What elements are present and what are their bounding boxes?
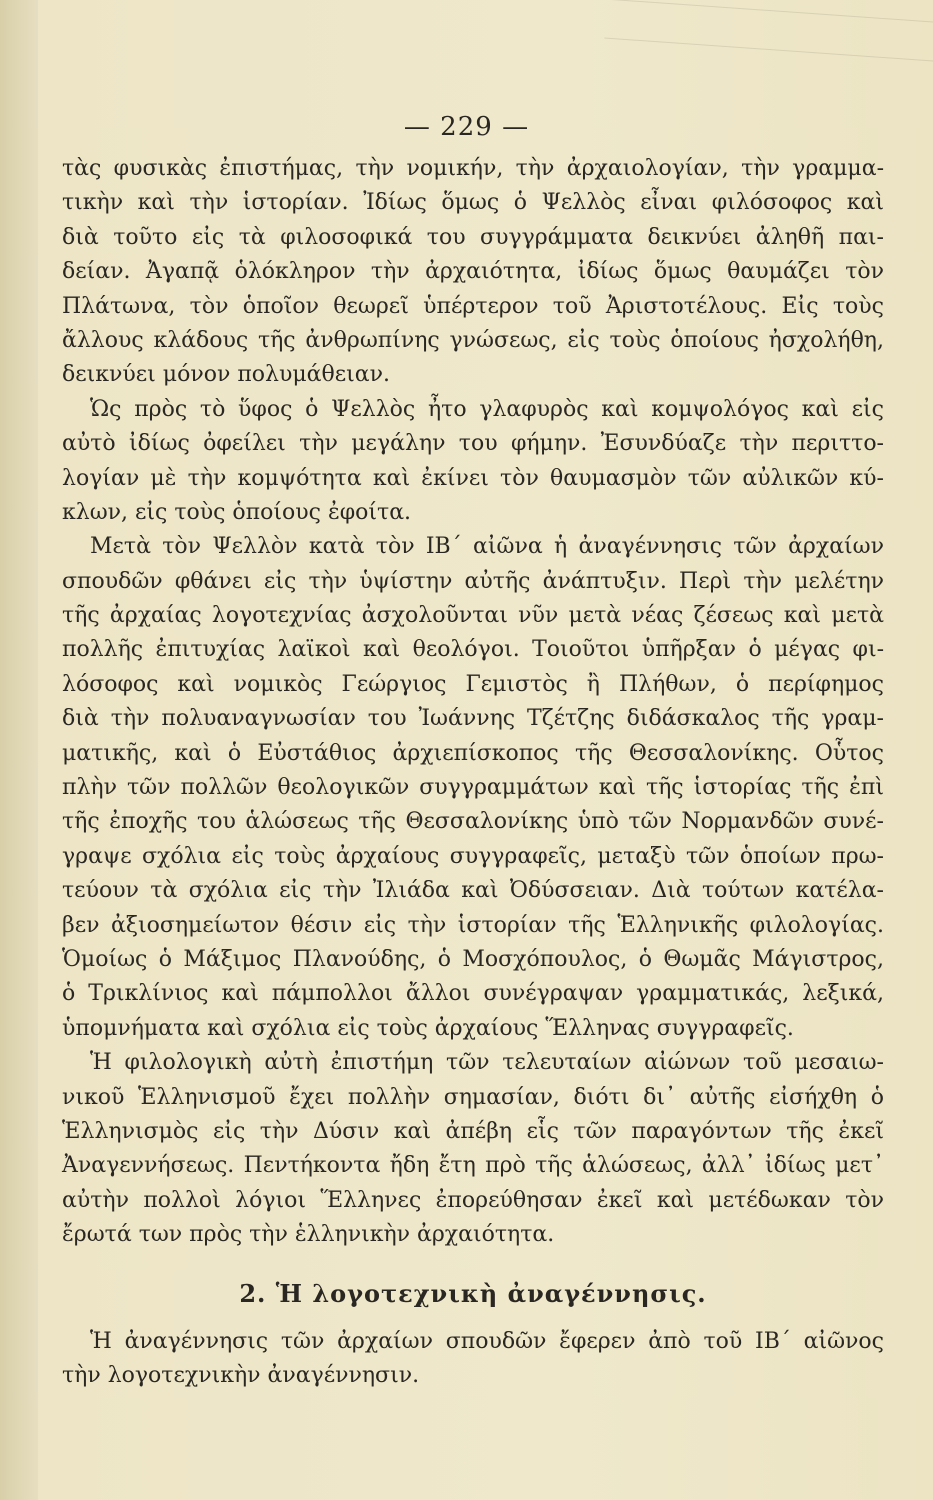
text-line: σπουδῶν φθάνει εἰς τὴν ὑψίστην αὐτῆς ἀνάπτυξιν. Περὶ τὴν μελέτην (62, 568, 884, 594)
text-line: ματικῆς, καὶ ὁ Εὐστάθιος ἀρχιεπίσκοπος τῆς Θεσσαλονίκης. Οὗτος (62, 740, 884, 766)
text-line: κλων, εἰς τοὺς ὁποίους ἐφοίτα. (62, 499, 412, 525)
text-line: διὰ τὴν πολυαναγνωσίαν του Ἰωάννης Τζέτζης διδάσκαλος τῆς γραμ- (62, 706, 884, 732)
text-line: ἔρωτά των πρὸς τὴν ἑλληνικὴν ἀρχαιότητα. (62, 1222, 555, 1248)
section-text-block (62, 1325, 884, 1394)
page-number: — 229 — (403, 112, 530, 142)
text-line: τῆς ἀρχαίας λογοτεχνίας ἀσχολοῦνται νῦν μετὰ νέας ζέσεως καὶ μετὰ (62, 603, 884, 629)
text-line: λόσοφος καὶ νομικὸς Γεώργιος Γεμιστὸς ἢ Πλήθων, ὁ περίφημος (62, 671, 884, 697)
text-line: ὑπομνήματα καὶ σχόλια εἰς τοὺς ἀρχαίους Ἕλληνας συγγραφεῖς. (62, 1015, 794, 1041)
page-binding-edge (0, 0, 38, 1500)
text-line: πλὴν τῶν πολλῶν θεολογικῶν συγγραμμάτων καὶ τῆς ἱστορίας τῆς ἐπὶ (62, 775, 884, 801)
section-heading: 2. Ἡ λογοτεχνικὴ ἀναγέννησις. (239, 1278, 707, 1308)
text-line: Ἡ φιλολογικὴ αὐτὴ ἐπιστήμη τῶν τελευταίων αἰώνων τοῦ μεσαιω- (90, 1050, 884, 1076)
text-line: νικοῦ Ἑλληνισμοῦ ἔχει πολλὴν σημασίαν, διότι δι᾽ αὐτῆς εἰσήχθη ὁ (62, 1084, 884, 1110)
text-line: τὴν λογοτεχνικὴν ἀναγέννησιν. (62, 1362, 420, 1388)
text-line: Ὁμοίως ὁ Μάξιμος Πλανούδης, ὁ Μοσχόπουλος, ὁ Θωμᾶς Μάγιστρος, (62, 946, 884, 972)
text-line: αὐτὴν πολλοὶ λόγιοι Ἕλληνες ἐπορεύθησαν ἐκεῖ καὶ μετέδωκαν τὸν (62, 1187, 884, 1213)
text-line: Ἑλληνισμὸς εἰς τὴν Δύσιν καὶ ἀπέβη εἷς τῶν παραγόντων τῆς ἐκεῖ (62, 1118, 884, 1144)
text-line: Ἡ ἀναγέννησις τῶν ἀρχαίων σπουδῶν ἔφερεν ἀπὸ τοῦ ΙΒ΄ αἰῶνος (90, 1328, 884, 1354)
text-line: βεν ἀξιοσημείωτον θέσιν εἰς τὴν ἱστορίαν τῆς Ἑλληνικῆς φιλολογίας. (62, 912, 884, 938)
body-text-block (62, 152, 884, 1253)
page-body (62, 152, 884, 1393)
bleed-through-handwriting (603, 0, 933, 110)
text-line: ἄλλους κλάδους τῆς ἀνθρωπίνης γνώσεως, εἰς τοὺς ὁποίους ἠσχολήθη, (62, 327, 884, 353)
text-line: τικὴν καὶ τὴν ἱστορίαν. Ἰδίως ὅμως ὁ Ψελλὸς εἶναι φιλόσοφος καὶ (62, 190, 884, 216)
text-line: Μετὰ τὸν Ψελλὸν κατὰ τὸν ΙΒ΄ αἰῶνα ἡ ἀναγέννησις τῶν ἀρχαίων (90, 534, 884, 560)
text-line: δεικνύει μόνον πολυμάθειαν. (62, 362, 390, 388)
text-line: τεύουν τὰ σχόλια εἰς τὴν Ἰλιάδα καὶ Ὀδύσσειαν. Διὰ τούτων κατέλα- (62, 878, 884, 904)
text-line: Ὡς πρὸς τὸ ὕφος ὁ Ψελλὸς ἦτο γλαφυρὸς καὶ κομψολόγος καὶ εἰς (90, 396, 884, 422)
text-line: Ἀναγεννήσεως. Πεντήκοντα ἤδη ἔτη πρὸ τῆς ἁλώσεως, ἀλλ᾽ ἰδίως μετ᾽ (62, 1153, 884, 1179)
text-line: γραψε σχόλια εἰς τοὺς ἀρχαίους συγγραφεῖς, μεταξὺ τῶν ὁποίων πρω- (62, 843, 884, 869)
text-line: τῆς ἐποχῆς του ἁλώσεως τῆς Θεσσαλονίκης ὑπὸ τῶν Νορμανδῶν συνέ- (62, 809, 884, 835)
text-line: αὐτὸ ἰδίως ὀφείλει τὴν μεγάλην του φήμην. Ἐσυνδύαζε τὴν περιττο- (62, 431, 884, 457)
text-line: ὁ Τρικλίνιος καὶ πάμπολλοι ἄλλοι συνέγραψαν γραμματικάς, λεξικά, (62, 981, 884, 1007)
text-line: λογίαν μὲ τὴν κομψότητα καὶ ἐκίνει τὸν θαυμασμὸν τῶν αὐλικῶν κύ- (62, 465, 884, 491)
text-line: δείαν. Ἀγαπᾷ ὁλόκληρον τὴν ἀρχαιότητα, ἰδίως ὅμως θαυμάζει τὸν (62, 259, 884, 285)
text-line: πολλῆς ἐπιτυχίας λαϊκοὶ καὶ θεολόγοι. Τοιοῦτοι ὑπῆρξαν ὁ μέγας φι- (62, 637, 884, 663)
text-line: τὰς φυσικὰς ἐπιστήμας, τὴν νομικήν, τὴν ἀρχαιολογίαν, τὴν γραμμα- (62, 156, 884, 181)
text-line: διὰ τοῦτο εἰς τὰ φιλοσοφικά του συγγράμματα δεικνύει ἀληθῆ παι- (62, 224, 884, 250)
text-line: Πλάτωνα, τὸν ὁποῖον θεωρεῖ ὑπέρτερον τοῦ Ἀριστοτέλους. Εἰς τοὺς (62, 293, 884, 319)
